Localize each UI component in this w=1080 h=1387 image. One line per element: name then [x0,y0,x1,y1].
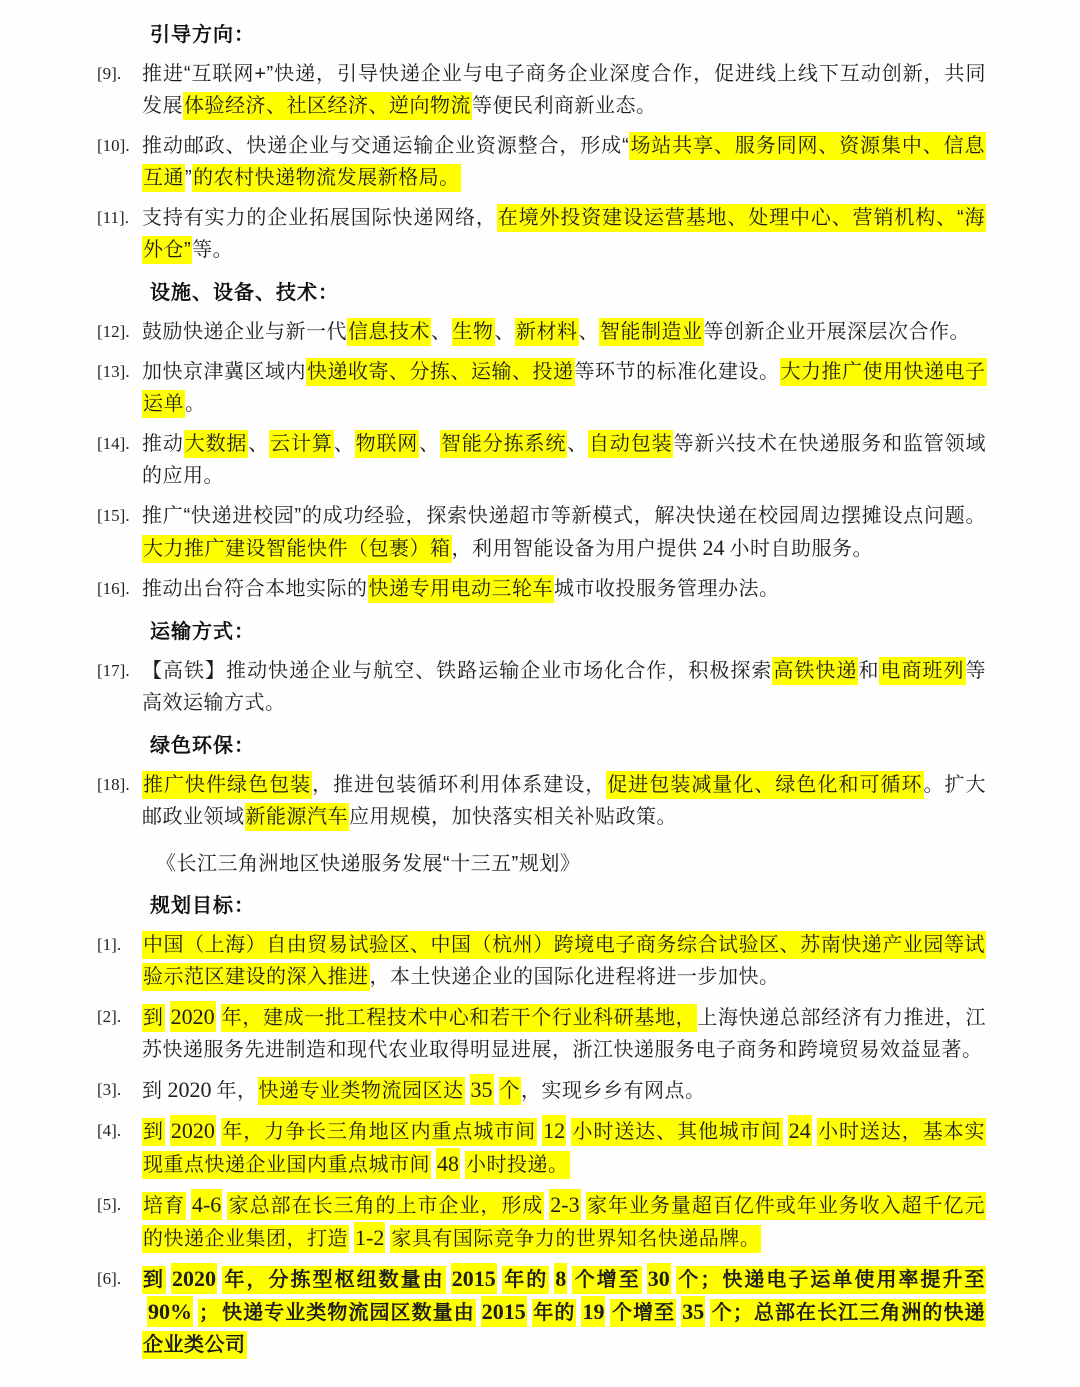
highlighted-text: 小时投递。 [465,1151,570,1179]
highlighted-text: 中国（上海）自由贸易试验区、中国（杭州）跨境电子商务综合试验区、苏南快递产业园等试验示范区建设的深入推进 [142,931,986,991]
highlighted-text: 高铁快递 [772,657,858,685]
item-marker: [13]. [97,362,130,381]
list-item [0,428,1080,492]
highlighted-text: 个；快递电子运单使用率提升至 [676,1266,986,1294]
text-run: 等高效运输方式。 [142,660,987,714]
highlighted-text: 物联网 [355,430,420,458]
item-text [142,771,986,831]
text-run: 城市收投服务管理办法。 [554,578,780,600]
section-heading: 设施、设备、技术： [150,282,339,304]
text-run: 应用规模，加快落实相关补贴政策。 [349,806,677,828]
list-item [0,655,1080,719]
highlighted-text: 个增至 [610,1299,676,1327]
list-item [0,316,1080,348]
text-run: ” [185,167,193,189]
number: 24 [702,535,725,560]
highlighted-number: 24 [788,1115,812,1146]
item-marker: [5]. [97,1195,122,1214]
item-text [142,132,986,192]
highlighted-text: 快递专业类物流园区达 [258,1077,465,1105]
highlighted-text: 小时送达、其他城市间 [571,1118,783,1146]
item-marker: [6]. [97,1269,122,1288]
text-run: 、 [578,321,599,343]
list-item [0,1074,1080,1107]
item-text [142,575,780,603]
document-body [0,20,1080,1361]
document-title: 《长江三角洲地区快递服务发展“十三五”规划》 [156,853,581,875]
item-marker: [18]. [97,775,130,794]
highlighted-text: 小时送达，基本实现重点快递企业国内重点城市间 [142,1118,986,1179]
highlighted-text: 智能制造业 [599,318,704,346]
item-marker: [12]. [97,322,130,341]
text-run: 等新兴技术在快递服务和监管领域的应用。 [142,433,987,487]
text-run: 等创新企业开展深层次合作。 [703,321,970,343]
text-run: 、 [567,433,589,455]
text-run: 、 [248,433,270,455]
highlighted-text: 家总部在长三角的上市企业，形成 [227,1192,544,1220]
highlighted-text: 自动包装 [588,430,673,458]
highlighted-text: ； [198,1299,221,1327]
highlighted-text: 家具有国际竞争力的世界知名快递品牌。 [390,1225,761,1253]
highlighted-text: 年，建成一批工程技术中心和若干个行业科研基地， [221,1004,698,1032]
item-text [142,430,986,487]
highlighted-text: 信息技术 [347,318,431,346]
highlighted-text: 个；总部在长江三角洲的快递企业类公司 [142,1299,986,1359]
text-run: 和 [858,660,880,682]
item-text [142,1077,706,1102]
text-run: 推动出台符合本地实际的 [142,578,368,600]
highlighted-text: 年的 [502,1266,550,1294]
list-item [0,202,1080,266]
highlighted-text: 个 [499,1077,522,1105]
item-marker: [15]. [97,506,130,525]
highlighted-number: 35 [681,1296,705,1327]
highlighted-text: 家年业务量超百亿件或年业务收入超千亿元的快递企业集团，打造 [142,1192,986,1253]
highlighted-text: 推广快件绿色包装 [142,771,312,799]
text-run: 、 [333,433,355,455]
highlighted-number: 8 [554,1263,567,1294]
highlighted-text: 到 [142,1118,165,1146]
text-run: 等便民利商新业态。 [472,95,657,117]
item-text [142,1192,986,1250]
list-item [0,58,1080,122]
item-text [142,63,986,120]
text-run: 推动邮政、快递企业与交通运输企业资源整合，形成“ [142,135,630,157]
list-item [0,130,1080,194]
item-text [142,1004,987,1061]
highlighted-number: 2020 [170,1001,216,1032]
item-marker: [11]. [97,208,129,227]
text-run: 、 [419,433,441,455]
item-marker: [10]. [97,136,130,155]
item-marker: [17]. [97,661,130,680]
list-item [0,769,1080,833]
highlighted-number: 35 [470,1074,494,1105]
highlighted-text: 新能源汽车 [245,803,350,831]
text-run: ，利用智能设备为用户提供 [451,538,698,560]
text-run: 等环节的标准化建设。 [574,361,780,383]
highlighted-text: 个增至 [572,1266,642,1294]
text-run: 加快京津冀区域内 [142,361,306,383]
text-run: ，推进包装循环利用体系建设， [312,774,607,796]
item-text [142,931,986,991]
text-run: 推动 [142,433,184,455]
item-text [142,505,986,560]
highlighted-text: 促进包装减量化、绿色化和可循环 [606,771,923,799]
highlighted-number: 19 [581,1296,605,1327]
list-item [0,1115,1080,1181]
item-marker: [2]. [97,1007,122,1026]
section-heading: 规划目标： [150,895,255,917]
section-heading: 引导方向： [150,24,255,46]
number: 2020 [167,1077,212,1102]
highlighted-number: 48 [436,1148,460,1179]
item-text [142,1118,986,1176]
highlighted-number: 30 [647,1263,671,1294]
item-text [142,204,986,264]
text-run: 【高铁】推动快递企业与航空、铁路运输企业市场化合作，积极探索 [142,660,773,682]
highlighted-number: 1-2 [354,1222,385,1253]
highlighted-text: 快递专用电动三轮车 [368,575,555,603]
section-heading: 运输方式： [150,621,255,643]
item-marker: [16]. [97,579,130,598]
text-run: 鼓励快递企业与新一代 [142,321,347,343]
highlighted-text: 年，分拣型枢纽数量由 [222,1266,446,1294]
item-marker: [14]. [97,434,130,453]
highlighted-text: 生物 [452,318,495,346]
highlighted-number: 2020 [171,1263,217,1294]
list-item [0,573,1080,605]
item-marker: [4]. [97,1121,122,1140]
item-text [142,318,970,346]
highlighted-text: 在境外投资建设运营基地、处理中心、营销机构、“海外仓” [142,204,986,264]
text-run: 上海快递总部经济有力推进，江苏快递服务先进制造和现代农业取得明显进展，浙江快递服务电子商务和跨境贸易效益显著。 [142,1007,987,1061]
highlighted-text: 体验经济、社区经济、逆向物流 [183,92,472,120]
text-run: ，实现乡乡有网点。 [521,1080,706,1102]
list-item [0,1263,1080,1361]
highlighted-number: 2015 [481,1296,527,1327]
highlighted-text: 大力推广使用快递电子运单 [142,358,987,418]
highlighted-text: 到 [142,1266,166,1294]
highlighted-number: 4-6 [191,1189,222,1220]
highlighted-text: 年，力争长三角地区内重点城市间 [221,1118,537,1146]
highlighted-number: 2020 [170,1115,216,1146]
highlighted-text: 大数据 [184,430,249,458]
highlighted-number: 2015 [451,1263,497,1294]
highlighted-number: 12 [542,1115,566,1146]
text-run: 、 [494,321,515,343]
highlighted-text: 培育 [142,1192,186,1220]
list-item [0,929,1080,993]
text-run: 。 [185,393,206,415]
highlighted-number: 90% [147,1296,193,1327]
section-heading: 绿色环保： [150,735,255,757]
item-text [142,1266,986,1356]
highlighted-text: 大力推广建设智能快件（包裹）箱 [142,535,452,563]
highlighted-text: 云计算 [269,430,334,458]
highlighted-number: 2-3 [549,1189,580,1220]
item-text [142,657,986,714]
highlighted-text: 快递专业类物流园区数量由 [221,1299,476,1327]
text-run: 年， [216,1080,258,1102]
list-item [0,356,1080,420]
text-run: 。扩大邮政业领域 [142,774,987,828]
list-item [0,500,1080,565]
text-run: 、 [431,321,452,343]
highlighted-text: 智能分拣系统 [440,430,567,458]
item-text [142,358,987,418]
text-run: 推广“快递进校园”的成功经验，探索快递超市等新模式，解决快递在校园周边摆摊设点问题。 [142,505,986,527]
text-run: 等。 [192,239,234,261]
highlighted-text: 电商班列 [879,657,965,685]
highlighted-text: 的农村快递物流发展新格局。 [192,164,461,192]
highlighted-text: 快递收寄、分拣、运输、投递 [306,358,575,386]
list-item [0,1189,1080,1255]
item-marker: [9]. [97,64,122,83]
highlighted-text: 年的 [532,1299,577,1327]
highlighted-text: 新材料 [515,318,579,346]
item-marker: [3]. [97,1080,122,1099]
text-run: 推进“互联网+”快递，引导快递企业与电子商务企业深度合作，促进线上线下互动创新，共同发展 [142,63,986,117]
highlighted-text: 场站共享、服务同网、资源集中、信息互通 [142,132,986,192]
text-run: ，本土快递企业的国际化进程将进一步加快。 [369,966,780,988]
text-run: 小时自助服务。 [729,538,873,560]
text-run: 到 [142,1080,163,1102]
text-run: 支持有实力的企业拓展国际快递网络， [142,207,497,229]
item-marker: [1]. [97,935,122,954]
list-item [0,1001,1080,1066]
highlighted-text: 到 [142,1004,165,1032]
